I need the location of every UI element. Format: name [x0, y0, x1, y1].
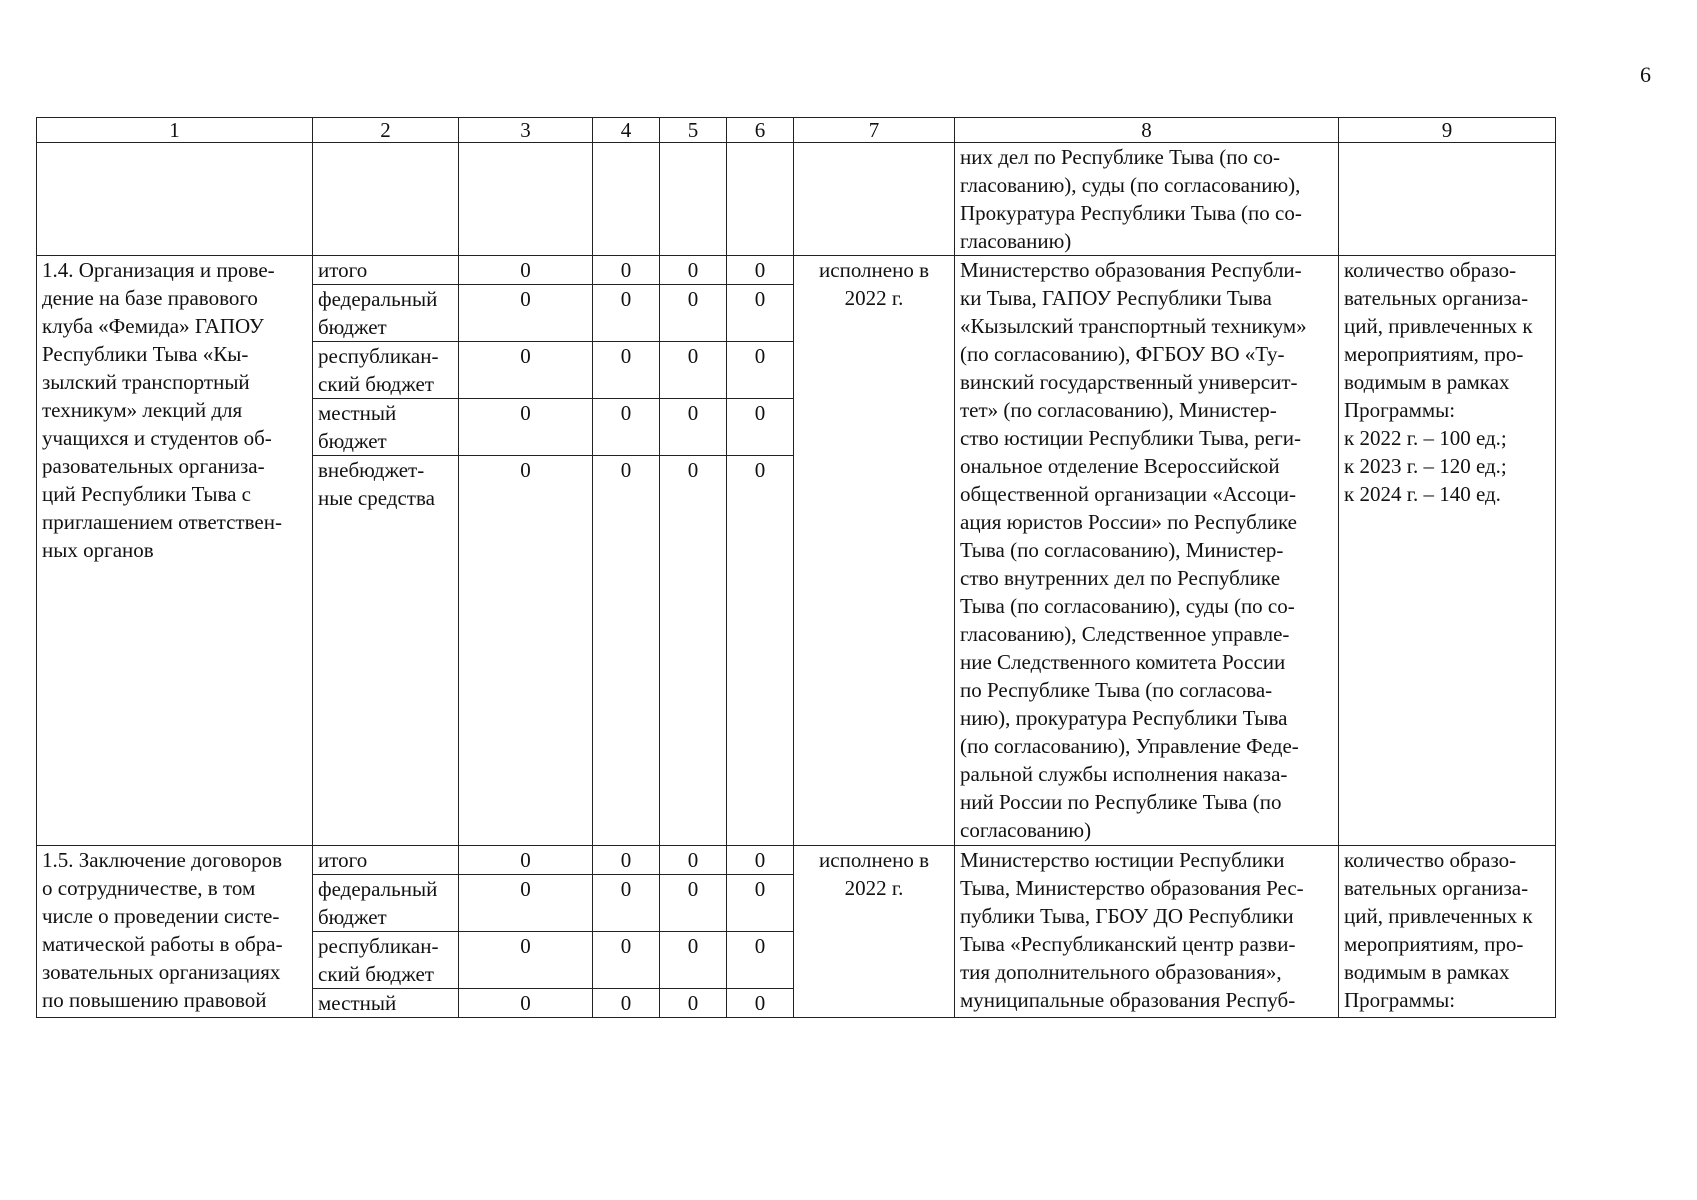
- status-1-5: исполнено в 2022 г.: [794, 846, 955, 1018]
- source-label: местный: [313, 989, 459, 1018]
- source-label: итого: [313, 256, 459, 285]
- header-col-6: 6: [727, 118, 794, 143]
- value-col-6: 0: [727, 285, 794, 342]
- header-col-2: 2: [313, 118, 459, 143]
- source-label: внебюджет- ные средства: [313, 456, 459, 846]
- value-col-3: 0: [459, 342, 593, 399]
- source-label: федеральный бюджет: [313, 285, 459, 342]
- program-table: [36, 117, 1556, 1018]
- header-col-7: 7: [794, 118, 955, 143]
- value-col-5: 0: [660, 846, 727, 875]
- header-col-9: 9: [1339, 118, 1556, 143]
- continuation-row: [37, 143, 1556, 256]
- source-label: федеральный бюджет: [313, 875, 459, 932]
- value-col-3: 0: [459, 989, 593, 1018]
- cont-col-6: [727, 143, 794, 256]
- value-col-4: 0: [593, 932, 660, 989]
- value-col-3: 0: [459, 875, 593, 932]
- cont-col-2: [313, 143, 459, 256]
- value-col-6: 0: [727, 846, 794, 875]
- value-col-4: 0: [593, 875, 660, 932]
- header-col-8: 8: [955, 118, 1339, 143]
- value-col-6: 0: [727, 875, 794, 932]
- measure-name-1-4: 1.4. Организация и прове- дение на базе правового клуба «Фемида» ГАПОУ Республики Тыва «Кы- зылский транспортный техникум» лекций для учащихся и студентов об- разовательных организа- ций Республики Тыва с приглашением ответствен- ных органов: [37, 256, 313, 846]
- cont-executors: них дел по Республике Тыва (по со- гласованию), суды (по согласованию), Прокуратура Республики Тыва (по со- гласованию): [955, 143, 1339, 256]
- indicator-1-5: количество образо- вательных организа- ций, привлеченных к мероприятиям, про- водимым в рамках Программы:: [1339, 846, 1556, 1018]
- value-col-4: 0: [593, 456, 660, 846]
- source-label: республикан- ский бюджет: [313, 932, 459, 989]
- source-label: республикан- ский бюджет: [313, 342, 459, 399]
- executors-1-4: Министерство образования Республи- ки Тыва, ГАПОУ Республики Тыва «Кызылский транспортный техникум» (по согласованию), ФГБОУ ВО «Ту- винский государственный университ- тет» (по согласованию), Министер- ство юстиции Республики Тыва, реги- ональное отделение Всероссийской общественной организации «Ассоци- ация юристов России» по Республике Тыва (по согласованию), Министер- ство внутренних дел по Республике Тыва (по согласованию), суды (по со- гласованию), Следственное управле- ние Следственного комитета России по Республике Тыва (по согласова- нию), прокуратура Республики Тыва (по согласованию), Управление Феде- ральной службы исполнения наказа- ний России по Республике Тыва (по согласованию): [955, 256, 1339, 846]
- value-col-5: 0: [660, 285, 727, 342]
- cont-col-4: [593, 143, 660, 256]
- indicator-1-4: количество образо- вательных организа- ций, привлеченных к мероприятиям, про- водимым в рамках Программы: к 2022 г. – 100 ед.; к 2023 г. – 120 ед.; к 2024 г. – 140 ед.: [1339, 256, 1556, 846]
- value-col-6: 0: [727, 932, 794, 989]
- value-col-5: 0: [660, 256, 727, 285]
- header-col-5: 5: [660, 118, 727, 143]
- header-col-4: 4: [593, 118, 660, 143]
- value-col-5: 0: [660, 932, 727, 989]
- value-col-3: 0: [459, 932, 593, 989]
- header-col-1: 1: [37, 118, 313, 143]
- value-col-6: 0: [727, 989, 794, 1018]
- value-col-3: 0: [459, 846, 593, 875]
- value-col-6: 0: [727, 256, 794, 285]
- cont-col-1: [37, 143, 313, 256]
- value-col-3: 0: [459, 456, 593, 846]
- cont-col-9: [1339, 143, 1556, 256]
- cont-col-3: [459, 143, 593, 256]
- value-col-5: 0: [660, 342, 727, 399]
- value-col-5: 0: [660, 399, 727, 456]
- header-col-3: 3: [459, 118, 593, 143]
- value-col-5: 0: [660, 875, 727, 932]
- table-row: [37, 256, 1556, 285]
- table-row: [37, 846, 1556, 875]
- value-col-4: 0: [593, 256, 660, 285]
- value-col-4: 0: [593, 285, 660, 342]
- page-number: 6: [1640, 62, 1651, 87]
- value-col-3: 0: [459, 256, 593, 285]
- header-row: [37, 118, 1556, 143]
- value-col-3: 0: [459, 285, 593, 342]
- value-col-4: 0: [593, 399, 660, 456]
- value-col-6: 0: [727, 399, 794, 456]
- value-col-6: 0: [727, 342, 794, 399]
- value-col-5: 0: [660, 456, 727, 846]
- value-col-3: 0: [459, 399, 593, 456]
- cont-col-5: [660, 143, 727, 256]
- value-col-5: 0: [660, 989, 727, 1018]
- source-label: итого: [313, 846, 459, 875]
- cont-col-7: [794, 143, 955, 256]
- source-label: местный бюджет: [313, 399, 459, 456]
- value-col-6: 0: [727, 456, 794, 846]
- value-col-4: 0: [593, 989, 660, 1018]
- value-col-4: 0: [593, 846, 660, 875]
- status-1-4: исполнено в 2022 г.: [794, 256, 955, 846]
- executors-1-5: Министерство юстиции Республики Тыва, Министерство образования Рес- публики Тыва, ГБОУ ДО Республики Тыва «Республиканский центр разви- тия дополнительного образования», муниципальные образования Респуб-: [955, 846, 1339, 1018]
- measure-name-1-5: 1.5. Заключение договоров о сотрудничестве, в том числе о проведении систе- матической работы в обра- зовательных организациях по повышению правовой: [37, 846, 313, 1018]
- value-col-4: 0: [593, 342, 660, 399]
